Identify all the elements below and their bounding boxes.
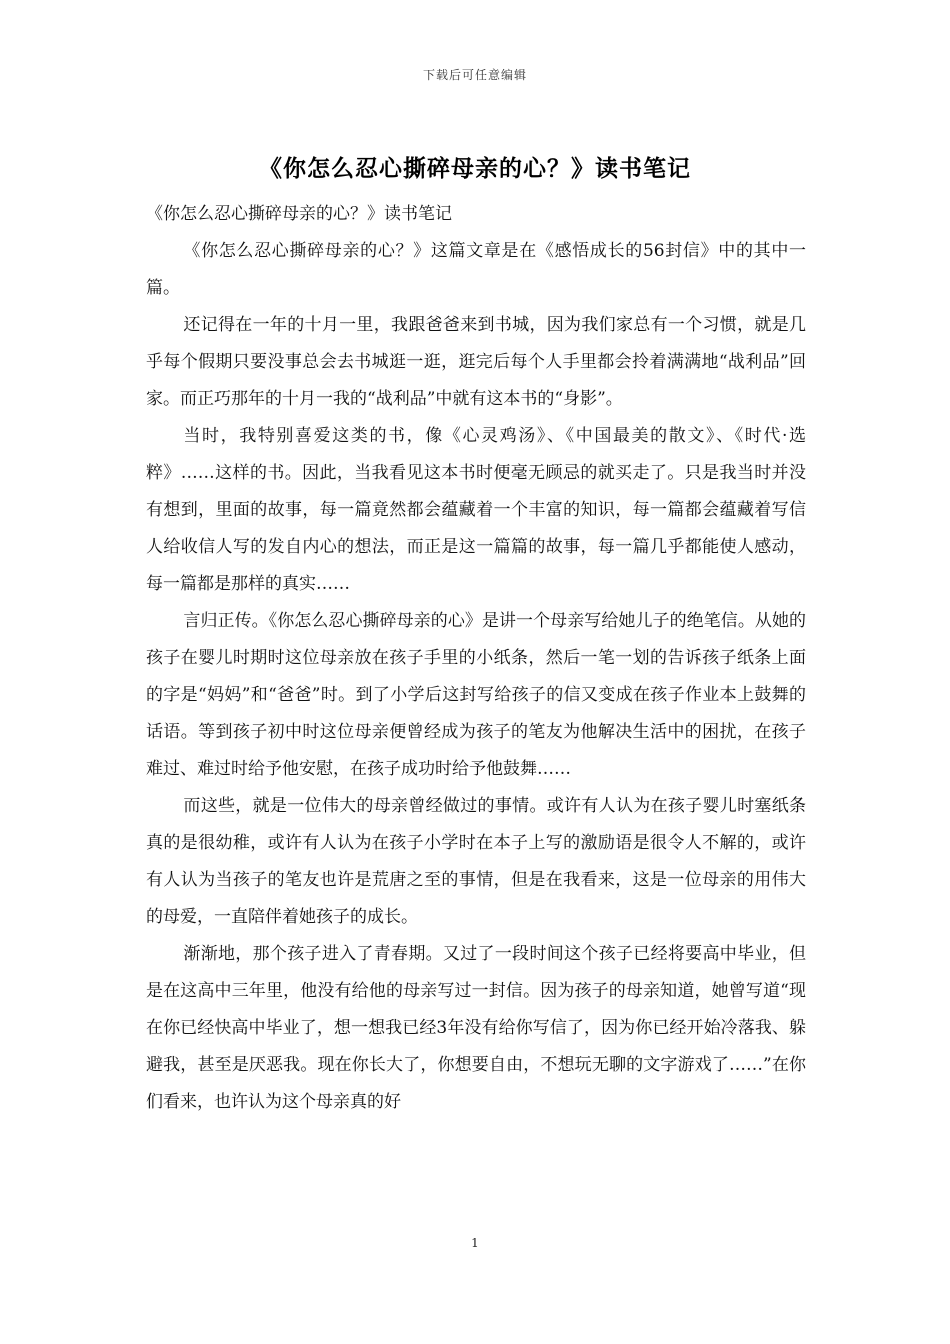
header-note: 下载后可任意编辑 bbox=[422, 68, 527, 82]
page-number: 1 bbox=[471, 1236, 479, 1250]
document-body bbox=[146, 196, 806, 1121]
document-subtitle: 《你怎么忍心撕碎母亲的心？》读书笔记 bbox=[146, 204, 452, 224]
paragraph-6: 渐渐地，那个孩子进入了青春期。又过了一段时间这个孩子已经将要高中毕业，但是在这高中三年里，他没有给他的母亲写过一封信。因为孩子的母亲知道，她曾写道“现在你已经快高中毕业了，想一想我已经3年没有给你写信了，因为你已经开始冷落我、躲避我，甚至是厌恶我。现在你长大了，你想要自由，不想玩无聊的文字游戏了……”在你们看来，也许认为这个母亲真的好 bbox=[146, 944, 806, 1112]
paragraph-1: 《你怎么忍心撕碎母亲的心？》这篇文章是在《感悟成长的56封信》中的其中一篇。 bbox=[146, 241, 806, 298]
paragraph-2: 还记得在一年的十月一里，我跟爸爸来到书城，因为我们家总有一个习惯，就是几乎每个假期只要没事总会去书城逛一逛，逛完后每个人手里都会拎着满满地“战利品”回家。而正巧那年的十月一我的“战利品”中就有这本书的“身影”。 bbox=[146, 315, 806, 409]
paragraph-3: 当时，我特别喜爱这类的书，像《心灵鸡汤》、《中国最美的散文》、《时代·选粹》……这样的书。因此，当我看见这本书时便毫无顾忌的就买走了。只是我当时并没有想到，里面的故事，每一篇竟然都会蕴藏着一个丰富的知识，每一篇都会蕴藏着写信人给收信人写的发自内心的想法，而正是这一篇篇的故事，每一篇几乎都能使人感动，每一篇都是那样的真实…… bbox=[146, 426, 806, 594]
paragraph-5: 而这些，就是一位伟大的母亲曾经做过的事情。或许有人认为在孩子婴儿时塞纸条真的是很幼稚，或许有人认为在孩子小学时在本子上写的激励语是很令人不解的，或许有人认为当孩子的笔友也许是荒唐之至的事情，但是在我看来，这是一位母亲的用伟大的母爱，一直陪伴着她孩子的成长。 bbox=[146, 796, 806, 927]
document-title: 《你怎么忍心撕碎母亲的心？》读书笔记 bbox=[259, 155, 691, 182]
paragraph-4: 言归正传。《你怎么忍心撕碎母亲的心》是讲一个母亲写给她儿子的绝笔信。从她的孩子在婴儿时期时这位母亲放在孩子手里的小纸条，然后一笔一划的告诉孩子纸条上面的字是“妈妈”和“爸爸”时。到了小学后这封写给孩子的信又变成在孩子作业本上鼓舞的话语。等到孩子初中时这位母亲便曾经成为孩子的笔友为他解决生活中的困扰，在孩子难过、难过时给予他安慰，在孩子成功时给予他鼓舞…… bbox=[146, 611, 806, 779]
